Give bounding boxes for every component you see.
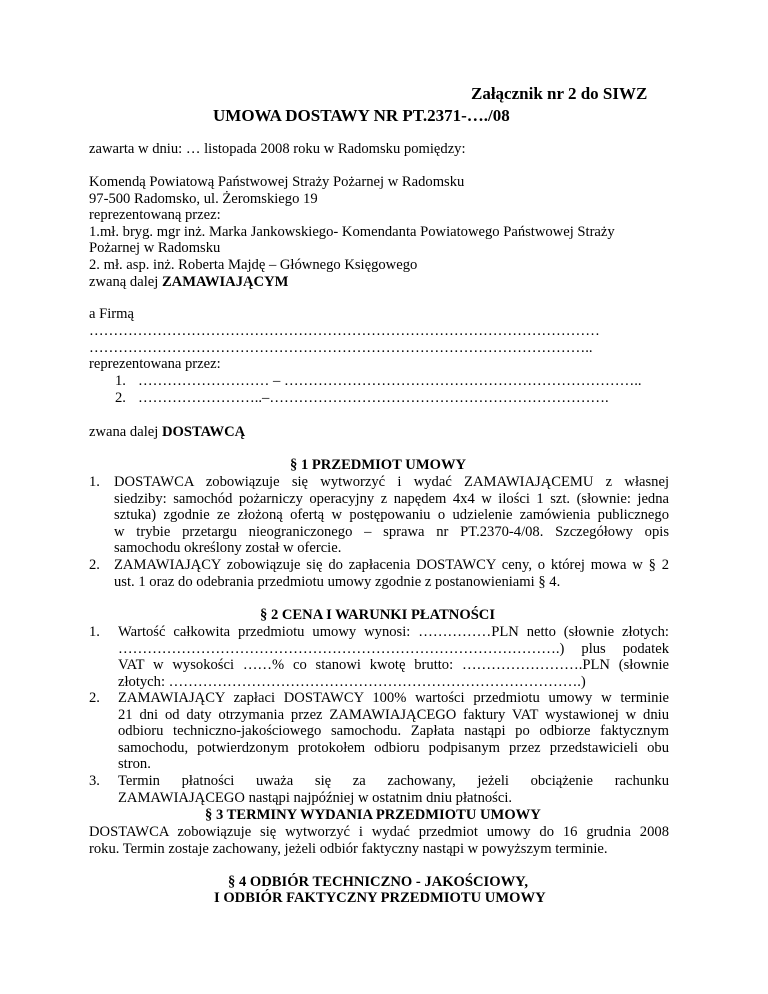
list-item bbox=[118, 690, 669, 773]
text-line: roku. Termin zostaje zachowany, jeżeli odbiór faktyczny nastąpi w powyższym terminie. bbox=[89, 840, 608, 857]
section-3-body bbox=[89, 824, 669, 857]
firm-dots-line: …………………………………………………………………………………………… bbox=[89, 323, 600, 339]
rep-label: reprezentowana przez: bbox=[89, 356, 221, 372]
section-3-heading: § 3 TERMINY WYDANIA PRZEDMIOTU UMOWY bbox=[205, 807, 541, 823]
list-item bbox=[114, 474, 669, 557]
text-line: złotych: ………………………………………………………………………….) bbox=[118, 673, 586, 690]
section-4-heading-continued: I ODBIÓR FAKTYCZNY PRZEDMIOTU UMOWY bbox=[214, 890, 546, 906]
text-line: ZAMAWIAJĄCY zapłaci DOSTAWCY 100% wartości przedmiotu umowy w terminie bbox=[118, 690, 669, 706]
text-line: samochodu określony został w ofercie. bbox=[114, 540, 342, 557]
list-number: 2. bbox=[89, 690, 100, 706]
orderer-line: Pożarnej w Radomsku bbox=[89, 240, 221, 257]
text-line: ……………………………………………………………………………….) plus podatek bbox=[118, 640, 669, 657]
firm-dots-line: ………………………………………………………………………………………….. bbox=[89, 340, 593, 356]
text-line: DOSTAWCA zobowiązuje się wytworzyć i wydać ZAMAWIAJĄCEMU z własnej bbox=[114, 474, 669, 490]
text-line: 21 dni od daty otrzymania przez ZAMAWIAJĄCEGO faktury VAT wystawionej w dniu bbox=[118, 706, 669, 723]
text-line: ZAMAWIAJĄCEGO nastąpi najpóźniej w ostatnim dniu płatności. bbox=[118, 789, 513, 806]
orderer-block bbox=[89, 174, 615, 290]
orderer-line: 97-500 Radomsko, ul. Żeromskiego 19 bbox=[89, 190, 318, 207]
section-1-heading: § 1 PRZEDMIOT UMOWY bbox=[290, 457, 467, 473]
list-number: 3. bbox=[89, 773, 100, 789]
rep-line: ……………………… – ……………………………………………………………….. bbox=[138, 373, 642, 389]
text-line: ust. 1 oraz do odebrania przedmiotu umowy zgodnie z postanowieniami § 4. bbox=[114, 573, 561, 590]
rep-number: 2. bbox=[115, 390, 126, 406]
list-item bbox=[118, 773, 669, 806]
firm-label: a Firmą bbox=[89, 306, 134, 322]
orderer-line: 1.mł. bryg. mgr inż. Marka Jankowskiego- Komendanta Powiatowego Państwowej Straży bbox=[89, 223, 615, 240]
rep-line: ……………………..–……………………………………………………………. bbox=[138, 390, 609, 406]
attachment-label: Załącznik nr 2 do SIWZ bbox=[471, 84, 648, 103]
orderer-line: 2. mł. asp. inż. Roberta Majdę – Głównego Księgowego bbox=[89, 256, 418, 273]
list-item bbox=[118, 624, 669, 690]
list-number: 1. bbox=[89, 624, 100, 640]
rep-number: 1. bbox=[115, 373, 126, 389]
orderer-line: reprezentowaną przez: bbox=[89, 207, 221, 224]
section-2-heading: § 2 CENA I WARUNKI PŁATNOŚCI bbox=[260, 607, 496, 623]
text-line: Termin płatności uważa się za zachowany, jeżeli obciążenie rachunku bbox=[118, 773, 669, 789]
list-number: 2. bbox=[89, 557, 100, 573]
text-line: siedziby: samochód pożarniczy operacyjny z napędem 4x4 w ilości 1 szt. (słownie: jedna bbox=[114, 490, 669, 507]
orderer-name: ZAMAWIAJĄCYM bbox=[161, 273, 289, 290]
contract-title: UMOWA DOSTAWY NR PT.2371-…./08 bbox=[213, 106, 510, 125]
orderer-line: Komendą Powiatową Państwowej Straży Pożarnej w Radomsku bbox=[89, 174, 465, 190]
text-line: ZAMAWIAJĄCY zobowiązuje się do zapłacenia DOSTAWCY ceny, o której mowa w § 2 bbox=[114, 557, 669, 573]
section-4-heading: § 4 ODBIÓR TECHNICZNO - JAKOŚCIOWY, bbox=[228, 874, 529, 890]
text-line: VAT w wysokości ……% co stanowi kwotę brutto: …………………….PLN (słownie bbox=[118, 657, 669, 674]
text-line: DOSTAWCA zobowiązuje się wytworzyć i wydać przedmiot umowy do 16 grudnia 2008 bbox=[89, 824, 669, 840]
supplier-called: zwana dalej DOSTAWCĄ bbox=[89, 424, 246, 440]
text-line: odbioru techniczno-jakościowego samochodu. Zapłata nastąpi po odbiorze faktycznym bbox=[118, 723, 669, 740]
intro-line: zawarta w dniu: … listopada 2008 roku w Radomsku pomiędzy: bbox=[89, 141, 466, 157]
orderer-called: zwaną dalej ZAMAWIAJĄCYM bbox=[89, 273, 289, 290]
text-line: Wartość całkowita przedmiotu umowy wynosi: ……………PLN netto (słownie złotych: bbox=[118, 624, 669, 640]
list-item bbox=[114, 557, 669, 590]
text-line: w trybie przetargu nieograniczonego – sprawa nr PT.2370-4/08. Szczegółowy opis bbox=[114, 523, 669, 540]
text-line: sztuka) zgodnie ze złożoną ofertą w postępowaniu o udzielenie zamówienia publicznego bbox=[114, 507, 669, 524]
text-line: stron. bbox=[118, 756, 151, 773]
supplier-name: DOSTAWCĄ bbox=[161, 424, 246, 440]
list-number: 1. bbox=[89, 474, 100, 490]
text-line: samochodu, potwierdzonym protokołem odbioru podpisanym przez przedstawicieli obu bbox=[118, 739, 669, 756]
